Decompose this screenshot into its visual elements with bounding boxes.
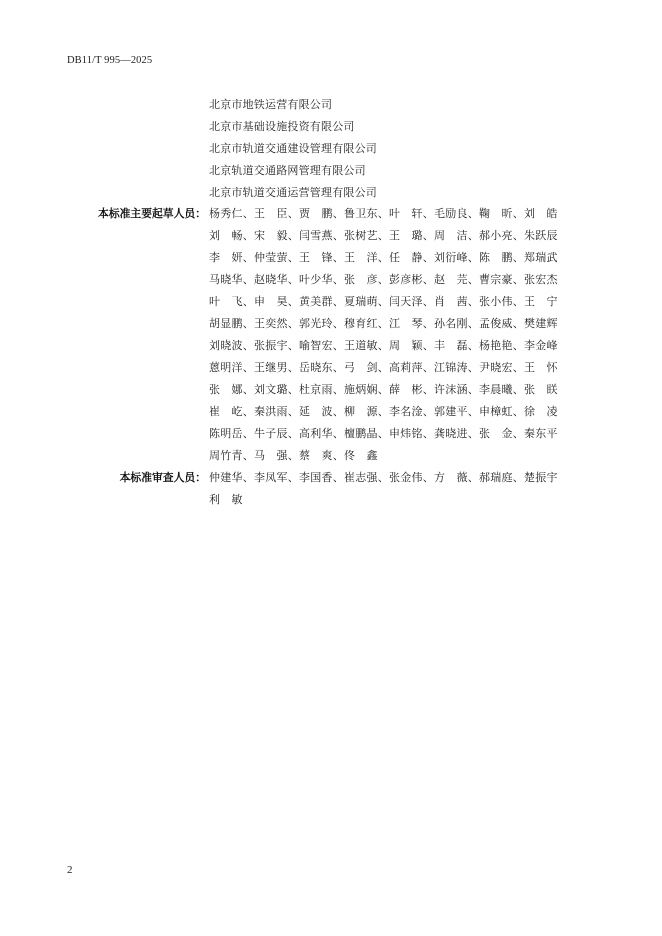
reviewers-label: 本标准审查人员：	[119, 471, 206, 484]
drafters-line: 杨秀仁、王 臣、贾 鹏、鲁卫东、叶 轩、毛励良、鞠 昕、刘 皓	[209, 207, 558, 220]
page-number: 2	[67, 864, 73, 876]
organization-list	[209, 94, 599, 204]
drafters-list	[209, 203, 599, 467]
drafters-line: 蒽明洋、王继男、岳晓东、弓 剑、高莉萍、江锦涛、尹晓宏、王 怀	[209, 361, 558, 374]
drafters-line: 周竹青、马 强、蔡 爽、佟 鑫	[209, 449, 378, 462]
drafters-line: 张 娜、刘文璐、杜京雨、施炳娴、薛 彬、许沫涵、李晨曦、张 眹	[209, 383, 558, 396]
drafters-line: 崔 屹、秦洪雨、延 波、柳 源、李名淦、郭建平、申樟虹、徐 凌	[209, 405, 558, 418]
organization-item: 北京市基础设施投资有限公司	[209, 120, 355, 133]
drafters-line: 马晓华、赵晓华、叶少华、张 彦、彭彦彬、赵 芫、曹宗豪、张宏杰	[209, 273, 558, 286]
drafters-line: 李 妍、仲莹萤、王 锋、王 洋、任 静、刘衍峰、陈 鹏、郑瑞武	[209, 251, 558, 264]
drafters-label: 本标准主要起草人员：	[98, 207, 206, 220]
drafters-line: 叶 飞、申 昊、黄美群、夏瑞萌、闫天泽、肖 茜、张小伟、王 宁	[209, 295, 558, 308]
drafters-line: 陈明岳、牛子辰、高利华、檀鹏晶、申炜铭、龚晓进、张 金、秦东平	[209, 427, 558, 440]
organization-item: 北京市轨道交通运营管理有限公司	[209, 186, 377, 199]
organization-item: 北京市地铁运营有限公司	[209, 98, 333, 111]
drafters-line: 胡显鹏、王奕然、郭光玲、穆育红、江 琴、孙名刚、孟俊威、樊建辉	[209, 317, 558, 330]
drafters-line: 刘晓波、张振宇、喻智宏、王道敏、周 颖、丰 磊、杨艳艳、李金峰	[209, 339, 558, 352]
organization-item: 北京市轨道交通建设管理有限公司	[209, 142, 377, 155]
drafters-line: 刘 畅、宋 毅、闫雪燕、张树艺、王 璐、周 洁、郝小亮、朱跃辰	[209, 229, 558, 242]
reviewers-line: 利 敏	[209, 493, 243, 506]
organization-item: 北京轨道交通路网管理有限公司	[209, 164, 366, 177]
reviewers-line: 仲建华、李凤军、李国香、崔志强、张金伟、方 薇、郝瑞庭、楚振宇	[209, 471, 558, 484]
standard-code-header: DB11/T 995—2025	[67, 55, 153, 66]
reviewers-list	[209, 467, 599, 511]
